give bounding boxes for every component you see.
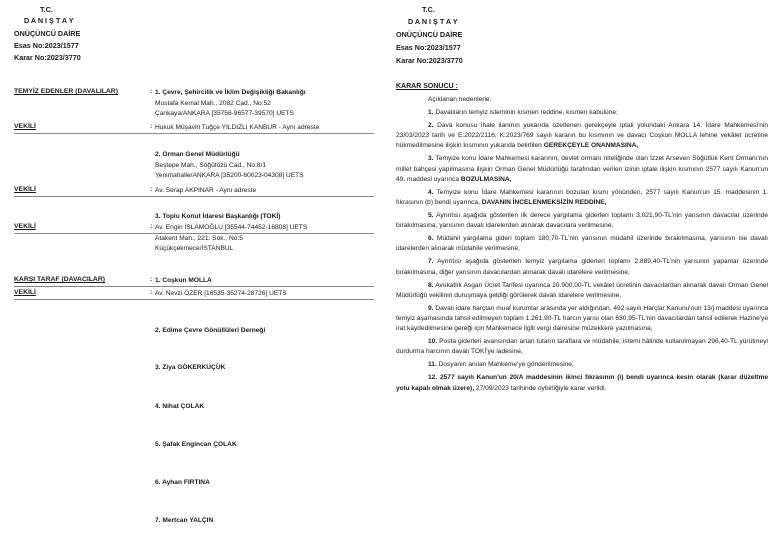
item-emphasis: 2577 sayılı Kanun'un 20/A maddesinin ikinci fıkrasının (i) bendi uyarınca kesin olarak (karar düzeltme yolu kapalı olmak üzere), — [396, 374, 768, 392]
respondent-7-name: 7. Mertcan YALÇIN — [155, 517, 214, 524]
item-1 — [396, 108, 768, 118]
item-number: 1. — [428, 108, 434, 116]
item-text: Davalıların temyiz isteminin kısmen reddine, kısmen kabulüne; — [435, 108, 618, 116]
right-header-daire: ONÜÇÜNCÜ DAİRE — [396, 30, 463, 39]
item-number: 2. — [428, 121, 434, 129]
respondent-6 — [155, 478, 210, 489]
appellant-1-attorney — [155, 123, 319, 134]
colon: : — [150, 276, 153, 283]
item-number: 9. — [428, 304, 434, 312]
divider — [14, 286, 374, 287]
item-12 — [396, 373, 768, 394]
left-header-danistay: D A N I Ş T A Y — [24, 16, 74, 25]
appellant-3-attorney-line-3: Küçükçekmece/İSTANBUL — [155, 245, 234, 252]
right-header-karar: Karar No:2023/3770 — [396, 56, 463, 65]
divider — [14, 133, 374, 134]
item-4 — [396, 188, 768, 209]
item-number: 4. — [428, 188, 434, 196]
colon: : — [150, 186, 153, 193]
colon: : — [150, 289, 153, 296]
item-emphasis: GEREKÇEYLE ONANMASINA, — [543, 142, 639, 150]
respondent-6-name: 6. Ayhan FIRTINA — [155, 479, 210, 486]
item-number: 10. — [428, 338, 438, 346]
appellant-3-name: 3. Toplu Konut İdaresi Başkanlığı (TOKİ) — [155, 213, 281, 220]
respondent-3 — [155, 363, 225, 374]
item-emphasis: BOZULMASINA, — [460, 175, 512, 183]
divider — [14, 233, 374, 234]
appellant-2-attorney-label: VEKİLİ — [14, 186, 36, 193]
left-header-esas: Esas No:2023/1577 — [14, 41, 79, 50]
item-text: Posta giderleri avansından artan tutarın taraflara ve müdahile; istemi hâlinde kullanılmayan 296,40-TL yürütmeyi durdurma harcının davalı TOKİ'ye iadesine, — [396, 338, 768, 356]
item-text: Müdahil yargılama gideri toplam 180,70-TL'nin yarısının müdahil üzerinde bırakılmasına, yarısının ise davalı idarelerden alınarak müdahile verilmesine, — [396, 235, 768, 253]
item-number: 3. — [428, 155, 434, 163]
item-text: Temyize konu İdare Mahkemesi kararının, devlet ormanı niteliğinde olan İzzet Arseven Söğütlük Kent Ormanı'nın millet bahçesi yapılmasına ilişkin Orman Genel Müdürlüğü tarafından verilen izinin iptale ilişkin kısmının 2577 sayılı Kanun'un 49. maddesi uyarınca — [396, 155, 768, 183]
appellant-3-attorney-label: VEKİLİ — [14, 223, 36, 230]
item-8 — [396, 281, 768, 302]
item-3 — [396, 154, 768, 185]
left-page — [0, 0, 384, 557]
respondent-3-name: 3. Ziya GÖKERKÜÇÜK — [155, 364, 226, 371]
item-6 — [396, 234, 768, 255]
appellant-1-attorney-label: VEKİLİ — [14, 123, 36, 130]
respondent-attorney-text: Av. Nevzi ÖZER [16535-35274-28726] UETS — [155, 290, 287, 297]
respondent-attorney-label: VEKİLİ — [14, 289, 36, 296]
item-number: 5. — [428, 211, 434, 219]
item-number: 7. — [428, 258, 434, 266]
intro: Açıklanan nedenlerle; — [428, 96, 492, 103]
appellant-3 — [155, 212, 280, 223]
appellant-1-address: Mustafa Kemal Mah., 2082 Cad., No:52 — [155, 99, 271, 107]
respondent-4-name: 4. Nihat ÇOLAK — [155, 403, 205, 410]
item-number: 11. — [428, 361, 437, 369]
respondent-attorney — [155, 289, 287, 300]
appellant-3-attorney — [155, 223, 307, 255]
left-header-tc: T.C. — [40, 5, 53, 14]
respondent-2-name: 2. Edime Çevre Gönüllüleri Derneği — [155, 327, 266, 334]
decision-body — [396, 95, 768, 396]
appellant-1-name: 1. Çevre, Şehircilik ve İklim Değişikliği Bakanlığı — [155, 89, 306, 96]
appellant-3-attorney-line-1: Av. Engin İSLAMOĞLU [35544-74452-16808] UETS — [155, 224, 308, 231]
appellant-2-city: Yenimahalle/ANKARA [35200-60023-04308] UETS — [155, 172, 304, 179]
item-5 — [396, 211, 768, 232]
item-7 — [396, 257, 768, 278]
respondents-label: KARŞI TARAF (DAVACILAR) — [14, 276, 105, 283]
appellant-1-attorney-text: Hukuk Müşaviri Tuğçe YILDIZLI KANBUR - Aynı adreste — [155, 124, 320, 131]
item-number: 8. — [428, 281, 434, 289]
respondent-1-name: 1. Coşkun MOLLA — [155, 277, 212, 284]
appellant-2-name: 2. Orman Genel Müdürlüğü — [155, 151, 240, 158]
left-header-karar: Karar No:2023/3770 — [14, 53, 81, 62]
item-number: 12. — [428, 374, 438, 382]
item-text: Dava konusu ihale ilanının yukarıda özetlenen gerekçeyle iptali yolundaki Ankara 14. İdare Mahkemesi'nin 23/03/2023 tarih ve E:2022/2116, K:2023/769 sayılı kararın bu kısmının ve davacı Coşkun MOLLA lehine vekâlet ücretine hükmedilmesine ilişkin kısmının yukarıda belirtilen — [396, 121, 768, 150]
respondent-5-name: 5. Şafak Engincan ÇOLAK — [155, 441, 237, 448]
right-page — [390, 0, 778, 557]
item-number: 6. — [428, 235, 434, 243]
item-10 — [396, 337, 768, 358]
colon: : — [150, 123, 153, 130]
item-text: Dosyanın anılan Mahkeme'ye gönderilmesine, — [438, 361, 574, 369]
right-header-esas: Esas No:2023/1577 — [396, 43, 461, 52]
left-header-daire: ONÜÇÜNCÜ DAİRE — [14, 29, 81, 38]
item-emphasis: DAVANIN İNCELENMEKSİZİN REDDİNE, — [481, 199, 607, 207]
item-text: Temyize konu İdare Mahkemesi kararının bozulan kısmı yönünden, 2577 sayılı Kanun'un 15. maddesinin 1. fıkrasının (b) bendi uyarınca, — [396, 188, 768, 207]
respondent-2 — [155, 326, 265, 337]
appellant-2-attorney — [155, 186, 256, 197]
appellants-label: TEMYİZ EDENLER (DAVALILAR) — [14, 88, 118, 95]
right-header-tc: T.C. — [422, 5, 435, 14]
respondent-7 — [155, 516, 213, 527]
respondent-1 — [155, 276, 212, 287]
appellant-2-address: Beştepe Mah., Söğütözü Cad., No:8/1 — [155, 161, 267, 169]
item-11 — [396, 360, 768, 370]
item-9 — [396, 304, 768, 335]
appellant-2 — [155, 150, 304, 182]
appellant-1 — [155, 88, 306, 120]
item-text: Davalı idare harçtan muaf kurumlar arasında yer aldığından, 492 sayılı Harçlar Kanunu'nun 13/j maddesi uyarınca temyiz aşamasında tahsil edilmeyen toplam 1.261,90-TL harcın yarısı olan 630,95-TL'nin davacılardan tahsil edilerek Hazine'ye irat kaydedilmesine gereği için Mahkemece ilgili vergi dairesine müzekkere yazılmasına, — [396, 304, 768, 333]
respondent-4 — [155, 402, 204, 413]
colon: : — [150, 88, 153, 95]
respondent-5 — [155, 440, 237, 451]
divider — [14, 196, 374, 197]
item-text: Avukatlık Asgari Ücret Tarifesi uyarınca 20.900,00-TL vekâlet ücretinin davacılardan alınarak davalı Orman Genel Müdürlüğü vekilinin duruşmaya geldiği görülerek davalı idarelere verilmesine, — [396, 281, 769, 299]
item-text: 27/09/2023 tarihinde oybirliğiyle karar verildi. — [475, 384, 607, 392]
section-title: KARAR SONUCU : — [396, 83, 458, 90]
appellant-3-attorney-line-2: Atakent Mah., 221. Sok., No:5 — [155, 234, 243, 242]
colon: : — [150, 223, 153, 230]
item-2 — [396, 121, 768, 152]
appellant-2-attorney-text: Av. Serap AKPINAR - Aynı adreste — [155, 187, 257, 194]
item-text: Ayrıntısı aşağıda gösterilen ilk derece yargılama giderleri toplamı 3.021,90-TL'nin yarısının davacılar üzerinde bırakılmasına, yarısının davalı idarelerden alınarak davacılara verilmesine, — [396, 211, 769, 230]
divider — [14, 299, 374, 300]
item-text: Ayrıntısı aşağıda gösterilen temyiz yargılama giderleri toplamı 2.889,40-TL'nin yarısının yapanlar üzerinde bırakılmasına, diğer yarısının davacılardan alınarak davalı idarelere verilmesine, — [396, 258, 768, 276]
right-header-danistay: D A N I Ş T A Y — [408, 17, 458, 26]
appellant-1-city: Çankaya/ANKARA [35756-96577-39570] UETS — [155, 110, 294, 117]
